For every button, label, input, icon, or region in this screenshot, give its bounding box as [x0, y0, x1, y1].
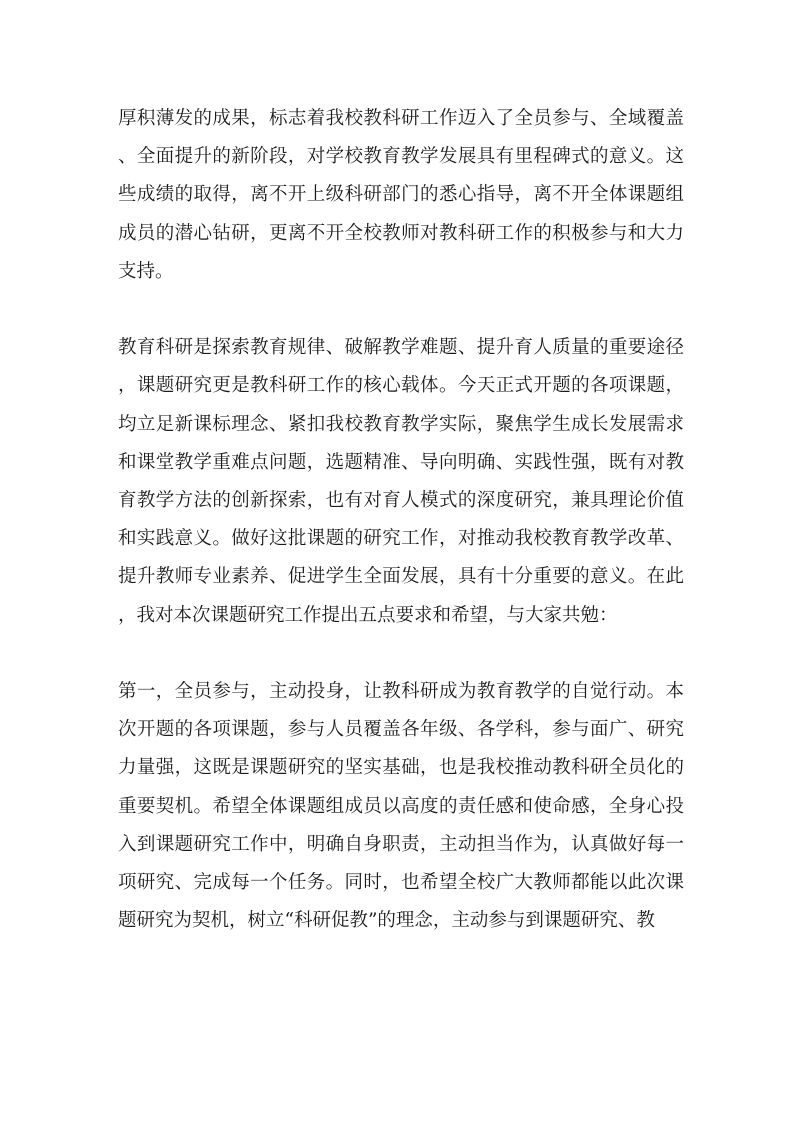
document-body [118, 100, 684, 979]
paragraph-1: 厚积薄发的成果，标志着我校教科研工作迈入了全员参与、全域覆盖、全面提升的新阶段，对学校教育教学发展具有里程碑式的意义。这些成绩的取得，离不开上级科研部门的悉心指导，离不开全体课题组成员的潜心钻研，更离不开全校教师对教科研工作的积极参与和大力支持。 [118, 108, 684, 282]
paragraph-3: 第一，全员参与，主动投身，让教科研成为教育教学的自觉行动。本次开题的各项课题，参与人员覆盖各年级、各学科，参与面广、研究力量强，这既是课题研究的坚实基础，也是我校推动教科研全员化的重要契机。希望全体课题组成员以高度的责任感和使命感，全身心投入到课题研究工作中，明确自身职责，主动担当作为，认真做好每一项研究、完成每一个任务。同时，也希望全校广大教师都能以此次课题研究为契机，树立“科研促教”的理念，主动参与到课题研究、教 [118, 681, 684, 932]
paragraph-2: 教育科研是探索教育规律、破解教学难题、提升育人质量的重要途径，课题研究更是教科研工作的核心载体。今天正式开题的各项课题，均立足新课标理念、紧扣我校教育教学实际，聚焦学生成长发展需求和课堂教学重难点问题，选题精准、导向明确、实践性强，既有对教育教学方法的创新探索，也有对育人模式的深度研究，兼具理论价值和实践意义。做好这批课题的研究工作，对推动我校教育教学改革、提升教师专业素养、促进学生全面发展，具有十分重要的意义。在此，我对本次课题研究工作提出五点要求和希望，与大家共勉： [118, 337, 684, 626]
